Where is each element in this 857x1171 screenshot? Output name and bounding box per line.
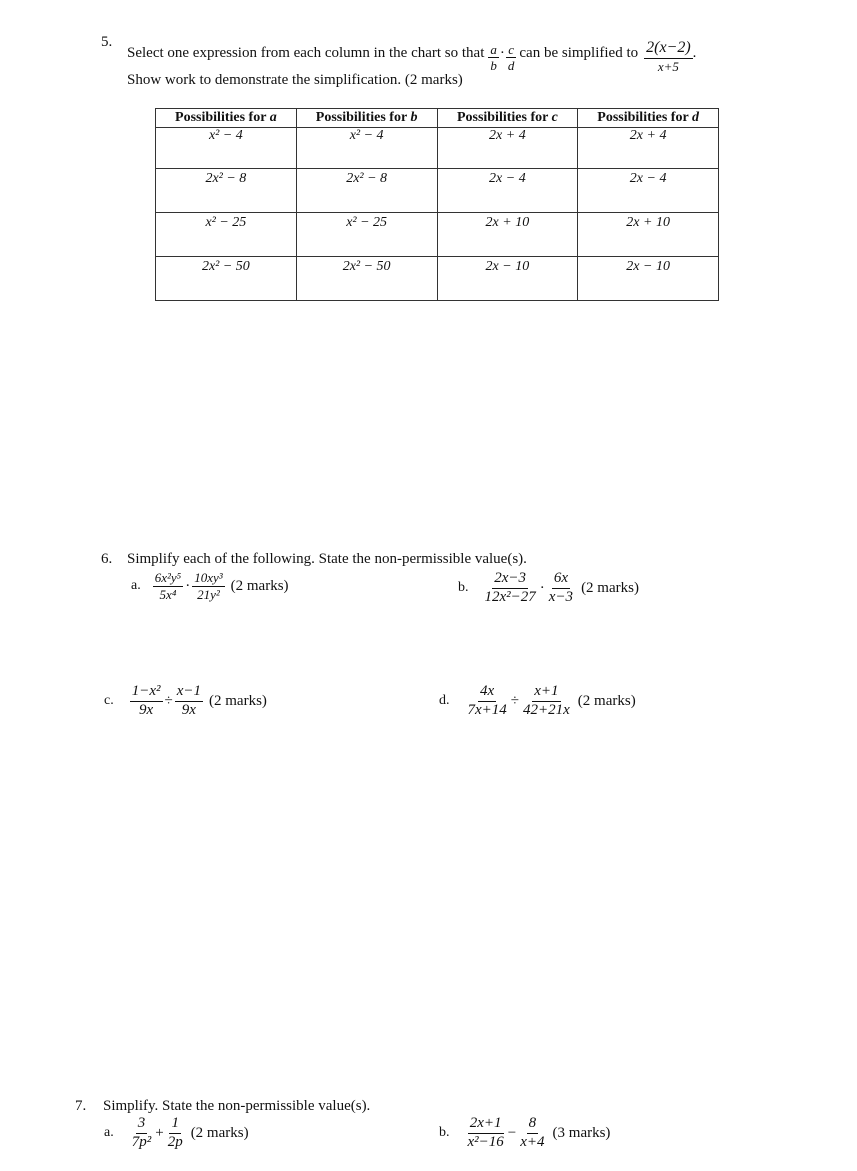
problem-6d: d. $\frac{4x}{7x+14}$ ÷ $\frac{x+1}{42+21x}$ (2 marks) — [439, 683, 636, 718]
table-cell: x² − 4 — [156, 128, 297, 169]
table-cell: 2x + 10 — [578, 213, 719, 257]
marks: (3 marks) — [552, 1124, 611, 1141]
table-cell: 2x + 4 — [578, 128, 719, 169]
question-number: 7. — [75, 1098, 87, 1114]
table-cell: 2x + 4 — [437, 128, 578, 169]
fraction: $\frac{4x}{7x+14}$ — [467, 683, 507, 718]
fraction: $\frac{6x}{x-3}$ — [548, 570, 574, 605]
marks: (2 marks) — [581, 579, 639, 596]
marks: (2 marks) — [209, 692, 267, 709]
table-cell: 2x² − 8 — [156, 169, 297, 213]
question-number: 5. — [101, 34, 113, 50]
question-number: 6. — [101, 551, 113, 567]
table-row — [156, 169, 719, 213]
table-cell: 2x − 4 — [578, 169, 719, 213]
fraction: $\frac{x-1}{9x}$ — [176, 683, 202, 718]
question-5-prompt: Select one expression from each column in the chart so that $\frac{a}{b}$ · $\frac{c}{d}$ can be simplified to $\frac{2(x-2)}{x+5}$ . — [127, 39, 697, 74]
marks: (2 marks) — [577, 692, 636, 709]
fraction: $\frac{1}{2p}$ — [167, 1115, 183, 1150]
target-expression: $\frac{2(x-2)}{x+5}$ — [646, 39, 691, 74]
table-header: Possibilities for a — [156, 109, 297, 128]
fraction-a-over-b: $\frac{a}{b}$ — [490, 41, 497, 74]
table-header: Possibilities for b — [296, 109, 437, 128]
question-text: Select one expression from each column in the chart so that — [127, 45, 485, 62]
fraction: $\frac{\text{10xy³}}{\text{21y²}}$ — [194, 570, 223, 602]
possibilities-table — [155, 108, 719, 301]
table-row — [156, 128, 719, 169]
table-cell: 2x − 4 — [437, 169, 578, 213]
fraction: $\frac{\text{6x²y⁵}}{\text{5x⁴}}$ — [154, 570, 182, 602]
problem-7a: a. $\frac{3}{\text{7p²}}$ + $\frac{1}{2p}$ (2 marks) — [104, 1115, 249, 1150]
question-6-prompt: Simplify each of the following. State the non-permissible value(s). — [127, 551, 527, 567]
fraction: $\frac{2x-3}{\text{12x²−27}}$ — [484, 570, 536, 605]
table-header: Possibilities for c — [437, 109, 578, 128]
question-5 — [101, 34, 112, 51]
table-cell: 2x − 10 — [578, 257, 719, 301]
fraction: $\frac{2x+1}{\text{x²−16}}$ — [467, 1115, 504, 1150]
problem-6b: b. $\frac{2x-3}{\text{12x²−27}}$ · $\frac{6x}{x-3}$ (2 marks) — [458, 570, 639, 605]
table-cell: 2x² − 8 — [296, 169, 437, 213]
table-row — [156, 213, 719, 257]
table-header: Possibilities for d — [578, 109, 719, 128]
table-cell: x² − 25 — [296, 213, 437, 257]
table-row — [156, 257, 719, 301]
marks: (2 marks) — [190, 1124, 249, 1141]
fraction-c-over-d: $\frac{c}{d}$ — [507, 41, 515, 74]
fraction: $\frac{3}{\text{7p²}}$ — [131, 1115, 152, 1150]
question-5-instructions: Show work to demonstrate the simplification. (2 marks) — [127, 72, 463, 88]
question-7-prompt: Simplify. State the non-permissible value(s). — [103, 1098, 371, 1114]
question-7 — [75, 1098, 86, 1115]
table-cell: 2x + 10 — [437, 213, 578, 257]
fraction: $\frac{x+1}{42+21x}$ — [523, 683, 570, 718]
fraction: $\frac{\text{1−x²}}{9x}$ — [131, 683, 161, 718]
table-cell: 2x² − 50 — [296, 257, 437, 301]
problem-6a: a. $\frac{\text{6x²y⁵}}{\text{5x⁴}}$ · $\frac{\text{10xy³}}{\text{21y²}}$ (2 marks) — [131, 570, 289, 602]
problem-6c: c. $\frac{\text{1−x²}}{9x}$ ÷ $\frac{x-1}{9x}$ (2 marks) — [104, 683, 267, 718]
table-header-row — [156, 109, 719, 128]
fraction: $\frac{8}{x+4}$ — [520, 1115, 545, 1150]
table-cell: x² − 25 — [156, 213, 297, 257]
marks: (2 marks) — [230, 577, 289, 594]
table-cell: x² − 4 — [296, 128, 437, 169]
problem-7b: b. $\frac{2x+1}{\text{x²−16}}$ − $\frac{8}{x+4}$ (3 marks) — [439, 1115, 611, 1150]
table-cell: 2x² − 50 — [156, 257, 297, 301]
question-6 — [101, 551, 112, 568]
table-cell: 2x − 10 — [437, 257, 578, 301]
